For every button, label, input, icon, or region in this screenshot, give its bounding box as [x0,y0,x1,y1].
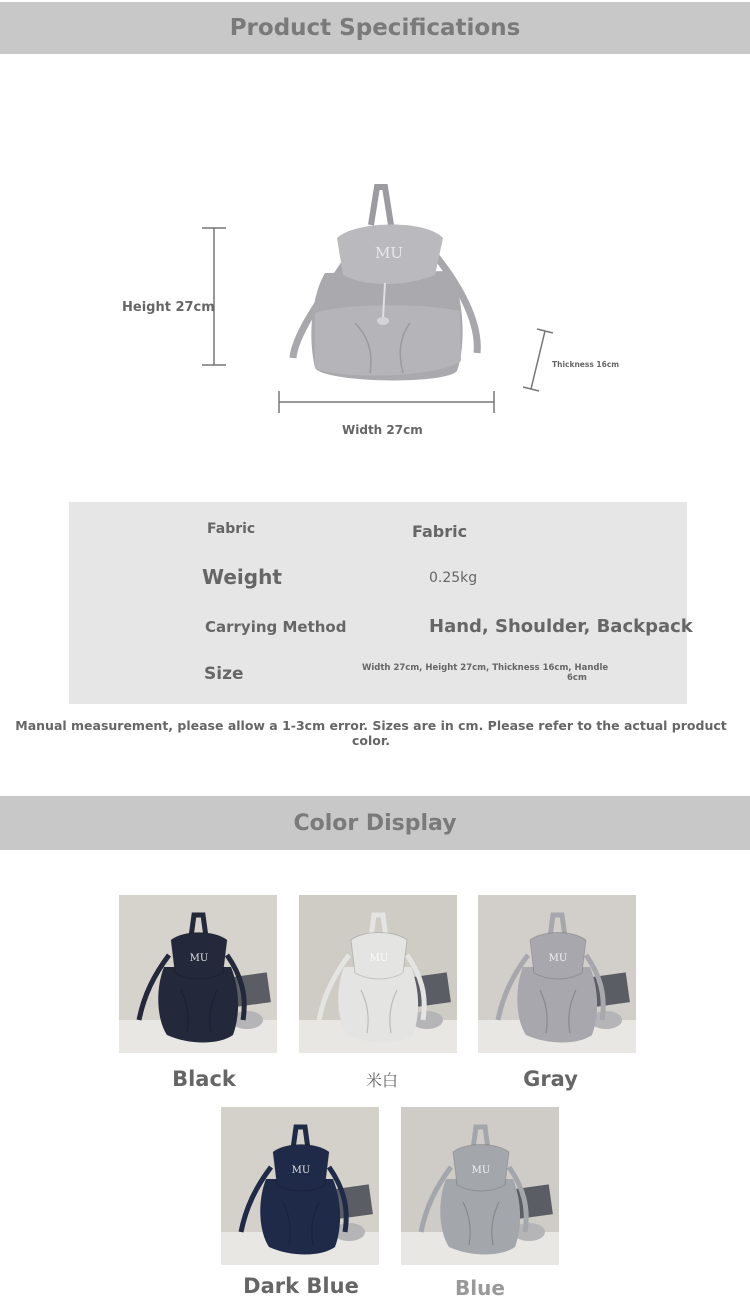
color-swatch-black[interactable] [119,895,277,1053]
color-section-title: Color Display [293,810,457,836]
svg-text:MU: MU [369,953,389,964]
spec-value-size-line2: 6cm [567,673,587,683]
color-label-off-white: 米白 [365,1071,398,1090]
color-swatch-blue[interactable] [401,1107,559,1265]
bag-logo-text: MU [374,244,404,262]
spec-value-carrying: Hand, Shoulder, Backpack [429,616,693,637]
color-swatch-gray[interactable] [478,895,636,1053]
spec-label-carrying: Carrying Method [205,618,347,636]
thickness-label: Thickness 16cm [552,360,620,369]
color-swatch-off-white[interactable] [299,895,457,1053]
color-label-blue: Blue [455,1276,505,1300]
svg-text:MU: MU [189,953,209,964]
color-section-banner [0,796,750,850]
backpack-photo [119,895,277,1053]
svg-text:MU: MU [471,1165,491,1176]
backpack-image [285,183,485,388]
color-label-dark-blue: Dark Blue [243,1274,359,1298]
backpack-photo [221,1107,379,1265]
color-label-gray: Gray [523,1067,578,1091]
svg-text:MU: MU [291,1165,311,1176]
spec-table [69,502,693,704]
spec-label-weight: Weight [202,565,282,589]
backpack-photo [299,895,457,1053]
width-label: Width 27cm [342,423,423,437]
spec-value-fabric: Fabric [412,522,468,541]
height-label: Height 27cm [122,300,215,315]
backpack-photo [401,1107,559,1265]
spec-value-weight: 0.25kg [429,570,478,586]
spec-value-size-line1: Width 27cm, Height 27cm, Thickness 16cm, Handle [362,663,609,673]
color-label-black: Black [172,1067,236,1091]
spec-section-title: Product Specifications [229,15,521,41]
backpack-photo [478,895,636,1053]
color-swatch-dark-blue[interactable] [221,1107,379,1265]
measurement-note: Manual measurement, please allow a 1-3cm error. Sizes are in cm. Please refer to the actual product color. [15,718,727,748]
spec-label-fabric: Fabric [207,521,256,537]
svg-text:MU: MU [548,953,568,964]
spec-label-size: Size [204,664,244,684]
